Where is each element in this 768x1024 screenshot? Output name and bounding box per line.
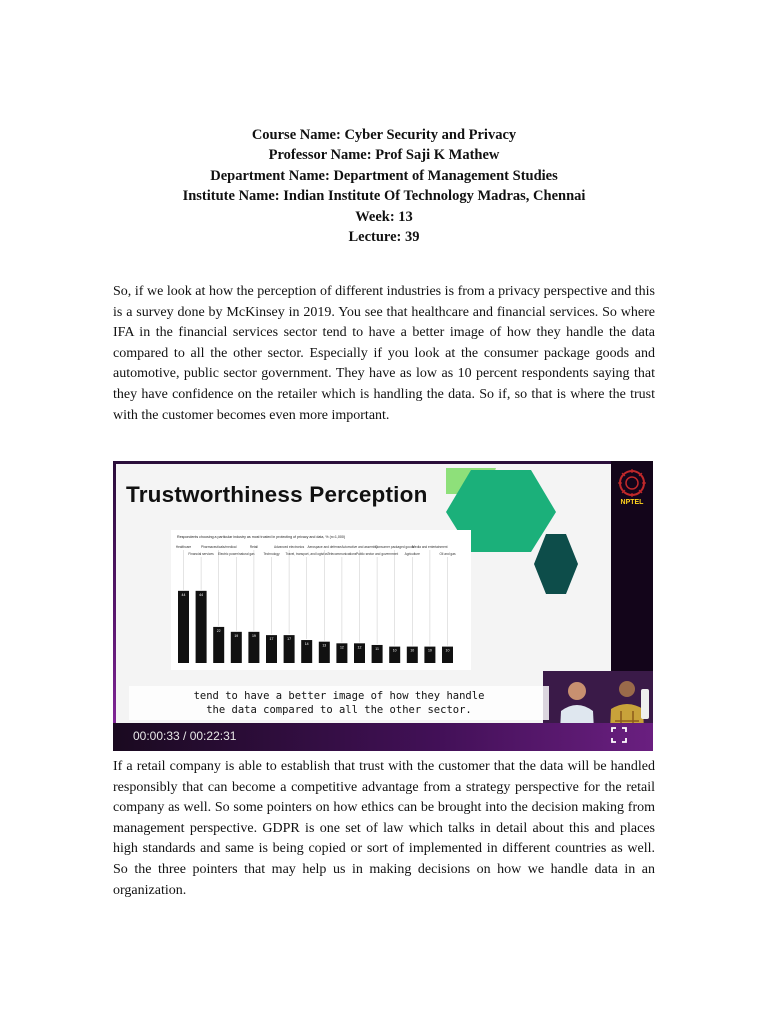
bar-chart [171,530,471,670]
category-label-3: Electric power/natural gas [217,552,255,556]
category-label-10: Automotive and assembly [341,545,378,549]
category-label-1: Financial services [188,552,214,556]
category-label-2: Pharmaceuticals/medical [200,545,237,549]
professor-name: Professor Name: Prof Saji K Mathew [268,147,500,164]
bar-value-label-5: 17 [269,637,274,642]
bar-value-label-13: 10 [410,648,415,653]
bar-value-label-8: 13 [322,643,327,648]
lecture-number: Lecture: 39 [348,229,420,246]
bar-value-label-12: 10 [392,648,397,653]
lecture-video-frame[interactable] [113,461,653,751]
category-label-5: Technology [263,552,280,556]
bar-value-label-4: 19 [251,633,256,638]
bar-0 [178,591,189,663]
category-label-14: Media and entertainment [412,545,448,549]
bar-value-label-7: 14 [304,642,309,647]
subtitle-caption [129,686,549,720]
category-label-11: Public sector and government [356,552,399,556]
video-timecode: 00:00:33 / 00:22:31 [133,729,237,743]
category-label-15: Oil and gas [439,552,456,556]
category-label-12: Consumer packaged goods [375,545,415,549]
category-label-4: Retail [249,545,258,549]
nptel-logo-text: NPTEL [620,499,644,506]
bar-value-label-15: 10 [445,648,450,653]
category-label-0: Healthcare [175,545,192,549]
bar-value-label-11: 11 [375,646,379,651]
subtitle-line-1: tend to have a better image of how they handle [193,690,485,702]
subtitle-line-2: the data compared to all the other sector. [206,704,472,716]
week-number: Week: 13 [355,208,413,225]
lecture-header [0,125,768,247]
bar-value-label-6: 17 [287,637,292,642]
bar-value-label-1: 44 [199,592,204,597]
category-label-6: Advanced electronics [273,545,305,549]
bar-1 [196,591,207,663]
category-label-9: Telecommunications [327,552,357,556]
fullscreen-icon[interactable] [610,726,628,744]
bar-value-label-10: 12 [357,645,362,650]
category-label-8: Aerospace and defense [307,545,342,549]
category-label-7: Travel, transport, and logistics [285,552,328,556]
video-controls [113,723,653,751]
hex-dark-teal [534,534,578,594]
bar-value-label-0: 44 [181,592,186,597]
bar-value-label-14: 10 [427,648,432,653]
chart-title: Respondents choosing a particular industry as most trusted in protecting of privacy and data, % (n=1,000) [177,535,346,539]
bar-value-label-9: 12 [339,645,344,650]
course-name: Course Name: Cyber Security and Privacy [251,127,517,143]
bar-value-label-2: 22 [216,628,221,633]
transcript-paragraph-2: If a retail company is able to establish that trust with the customer that the data will be handled responsibly that can become a competitive advantage from a strategy perspective for the retail company as well. So some pointers on how ethics can be brought into the decision making from management perspective. GDPR is one set of law which talks in detail about this and places high standards and same is being copied or sort of implemented in different countries as well. So the three pointers that may help us in making decisions on how we handle data in an organization. [113,759,655,898]
subtitle-scrollbar[interactable] [641,689,649,719]
institute-name: Institute Name: Indian Institute Of Technology Madras, Chennai [182,188,586,205]
slide-title: Trustworthiness Perception [126,482,428,507]
category-label-13: Agriculture [404,552,420,556]
bar-value-label-3: 19 [234,633,239,638]
department-name: Department Name: Department of Management Studies [210,167,558,184]
transcript-paragraph-1: So, if we look at how the perception of different industries is from a privacy perspective and this is a survey done by McKinsey in 2019. You see that healthcare and financial services. So where IFA in the financial services sector tend to have a better image of how they handle the data compared to all the other sector. Especially if you look at the consumer package goods and automotive, public sector government. They have as low as 10 percent respondents saying that they have confidence on the retailer which is handling the data. So if, so that is where the trust with the customer becomes even more important. [113,284,655,423]
nptel-logo-icon [611,465,653,515]
bar-chart-svg [171,530,471,670]
